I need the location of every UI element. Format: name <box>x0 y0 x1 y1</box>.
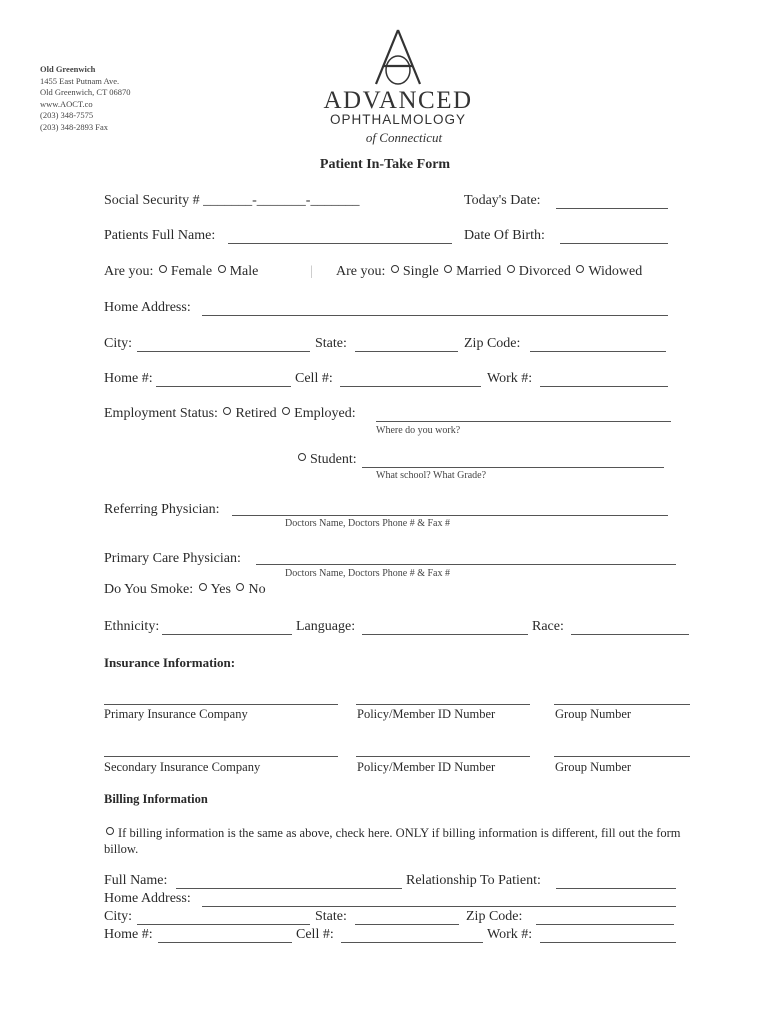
dob-field[interactable] <box>560 243 668 244</box>
billing-phone-row <box>0 927 770 951</box>
secondary-group-field[interactable] <box>554 756 690 757</box>
phone-number: (203) 348-7575 <box>40 110 94 121</box>
primary-care-label: Primary Care Physician: <box>104 551 241 566</box>
street-address: 1455 East Putnam Ave. <box>40 75 120 86</box>
employment-label: Employment Status: <box>104 406 218 421</box>
city-state-zip: Old Greenwich, CT 06870 <box>40 87 131 98</box>
primary-care-hint: Doctors Name, Doctors Phone # & Fax # <box>285 568 450 579</box>
student-radio-icon[interactable] <box>298 453 306 461</box>
home-phone-label: Home #: <box>104 371 153 386</box>
billing-cell-field[interactable] <box>341 942 483 943</box>
city-row <box>0 336 770 360</box>
practice-location: Old Greenwich <box>40 64 96 74</box>
employed-option[interactable]: Employed: <box>294 406 356 421</box>
billing-address-label: Home Address: <box>104 891 191 906</box>
female-option[interactable]: Female <box>170 264 213 279</box>
language-label: Language: <box>296 619 356 634</box>
divorced-option[interactable]: Divorced <box>518 264 571 279</box>
marital-question <box>336 264 642 280</box>
primary-group-label: Group Number <box>555 707 632 721</box>
primary-group-field[interactable] <box>554 704 690 705</box>
separator: | <box>310 264 313 279</box>
website: www.AOCT.co <box>40 98 93 109</box>
ethnicity-field[interactable] <box>162 634 292 635</box>
billing-zip-label: Zip Code: <box>466 909 523 924</box>
phone-row <box>0 371 770 395</box>
billing-state-field[interactable] <box>355 924 459 925</box>
retired-radio-icon[interactable] <box>223 407 231 415</box>
married-radio-icon[interactable] <box>444 265 452 273</box>
logo-line2: OPHTHALMOLOGY <box>329 112 467 127</box>
billing-cell-label: Cell #: <box>296 927 334 942</box>
yes-radio-icon[interactable] <box>199 583 207 591</box>
state-label: State: <box>315 336 347 351</box>
home-address-row <box>0 300 770 324</box>
billing-address-field[interactable] <box>202 906 676 907</box>
zip-field[interactable] <box>530 351 666 352</box>
smoke-row <box>0 582 770 606</box>
single-radio-icon[interactable] <box>391 265 399 273</box>
primary-policy-field[interactable] <box>356 704 530 705</box>
gender-question <box>104 264 258 280</box>
referring-field[interactable] <box>232 515 668 516</box>
full-name-label: Patients Full Name: <box>104 228 216 243</box>
work-label: Work #: <box>487 371 533 386</box>
logo-line1: ADVANCED <box>323 87 473 114</box>
billing-heading: Billing Information <box>104 792 208 806</box>
billing-zip-field[interactable] <box>536 924 674 925</box>
home-phone-field[interactable] <box>156 386 291 387</box>
secondary-insurance-field[interactable] <box>104 756 338 757</box>
practice-logo <box>318 26 478 152</box>
gender-label: Are you: <box>104 264 154 279</box>
widowed-option[interactable]: Widowed <box>588 264 643 279</box>
no-option[interactable]: No <box>248 582 266 597</box>
billing-work-label: Work #: <box>487 927 533 942</box>
insurance-heading: Insurance Information: <box>104 655 236 670</box>
cell-label: Cell #: <box>295 371 333 386</box>
male-radio-icon[interactable] <box>218 265 226 273</box>
name-row <box>0 228 770 252</box>
billing-city-field[interactable] <box>137 924 310 925</box>
student-question <box>296 452 357 468</box>
ssn-label[interactable]: Social Security # _______-_______-_______ <box>104 193 360 208</box>
employer-field[interactable] <box>376 421 671 422</box>
billing-city-label: City: <box>104 909 133 924</box>
primary-care-field[interactable] <box>256 564 676 565</box>
billing-home-phone-label: Home #: <box>104 927 153 942</box>
employer-hint: Where do you work? <box>376 425 461 436</box>
billing-home-phone-field[interactable] <box>158 942 292 943</box>
retired-option[interactable]: Retired <box>235 406 277 421</box>
todays-date-field[interactable] <box>556 208 668 209</box>
primary-policy-label: Policy/Member ID Number <box>357 707 496 721</box>
home-address-field[interactable] <box>202 315 668 316</box>
ethnicity-label: Ethnicity: <box>104 619 160 634</box>
ssn-row <box>0 193 770 217</box>
married-option[interactable]: Married <box>456 264 502 279</box>
work-field[interactable] <box>540 386 668 387</box>
student-option[interactable]: Student: <box>310 452 357 467</box>
home-address-label: Home Address: <box>104 300 191 315</box>
smoke-question <box>104 582 266 598</box>
no-radio-icon[interactable] <box>236 583 244 591</box>
race-field[interactable] <box>571 634 689 635</box>
divorced-radio-icon[interactable] <box>507 265 515 273</box>
yes-option[interactable]: Yes <box>210 582 231 597</box>
school-field[interactable] <box>362 467 664 468</box>
state-field[interactable] <box>355 351 458 352</box>
single-option[interactable]: Single <box>402 264 439 279</box>
billing-state-label: State: <box>315 909 347 924</box>
full-name-field[interactable] <box>228 243 452 244</box>
cell-field[interactable] <box>340 386 481 387</box>
smoke-label: Do You Smoke: <box>104 582 194 597</box>
widowed-radio-icon[interactable] <box>576 265 584 273</box>
female-radio-icon[interactable] <box>159 265 167 273</box>
language-field[interactable] <box>362 634 528 635</box>
school-hint: What school? What Grade? <box>376 470 487 481</box>
billing-note <box>104 825 704 857</box>
billing-work-field[interactable] <box>540 942 676 943</box>
marital-label: Are you: <box>336 264 386 279</box>
referring-hint: Doctors Name, Doctors Phone # & Fax # <box>285 518 450 529</box>
billing-same-radio-icon[interactable] <box>106 827 114 835</box>
billing-relationship-field[interactable] <box>556 888 676 889</box>
gender-marital-row <box>0 264 770 288</box>
letterhead-address <box>40 64 131 134</box>
fax-number: (203) 348-2893 Fax <box>40 121 108 132</box>
logo-line3: of Connecticut <box>365 130 443 145</box>
demographics-row <box>0 619 770 643</box>
employed-radio-icon[interactable] <box>282 407 290 415</box>
dob-label: Date Of Birth: <box>464 228 545 243</box>
referring-label: Referring Physician: <box>104 502 220 517</box>
primary-insurance-field[interactable] <box>104 704 338 705</box>
male-option[interactable]: Male <box>229 264 259 279</box>
secondary-policy-label: Policy/Member ID Number <box>357 760 496 774</box>
form-title: Patient In-Take Form <box>319 157 451 172</box>
todays-date-label: Today's Date: <box>464 193 541 208</box>
secondary-group-label: Group Number <box>555 760 632 774</box>
billing-note-text: If billing information is the same as above, check here. ONLY if billing information is different, fill out the form billow. <box>104 826 681 856</box>
billing-full-name-label: Full Name: <box>104 873 168 888</box>
zip-label: Zip Code: <box>464 336 521 351</box>
race-label: Race: <box>532 619 564 634</box>
secondary-policy-field[interactable] <box>356 756 530 757</box>
city-field[interactable] <box>137 351 310 352</box>
secondary-insurance-label: Secondary Insurance Company <box>104 760 261 774</box>
employment-question <box>104 406 356 422</box>
city-label: City: <box>104 336 133 351</box>
billing-relationship-label: Relationship To Patient: <box>406 873 541 888</box>
billing-full-name-field[interactable] <box>176 888 402 889</box>
primary-insurance-label: Primary Insurance Company <box>104 707 248 721</box>
